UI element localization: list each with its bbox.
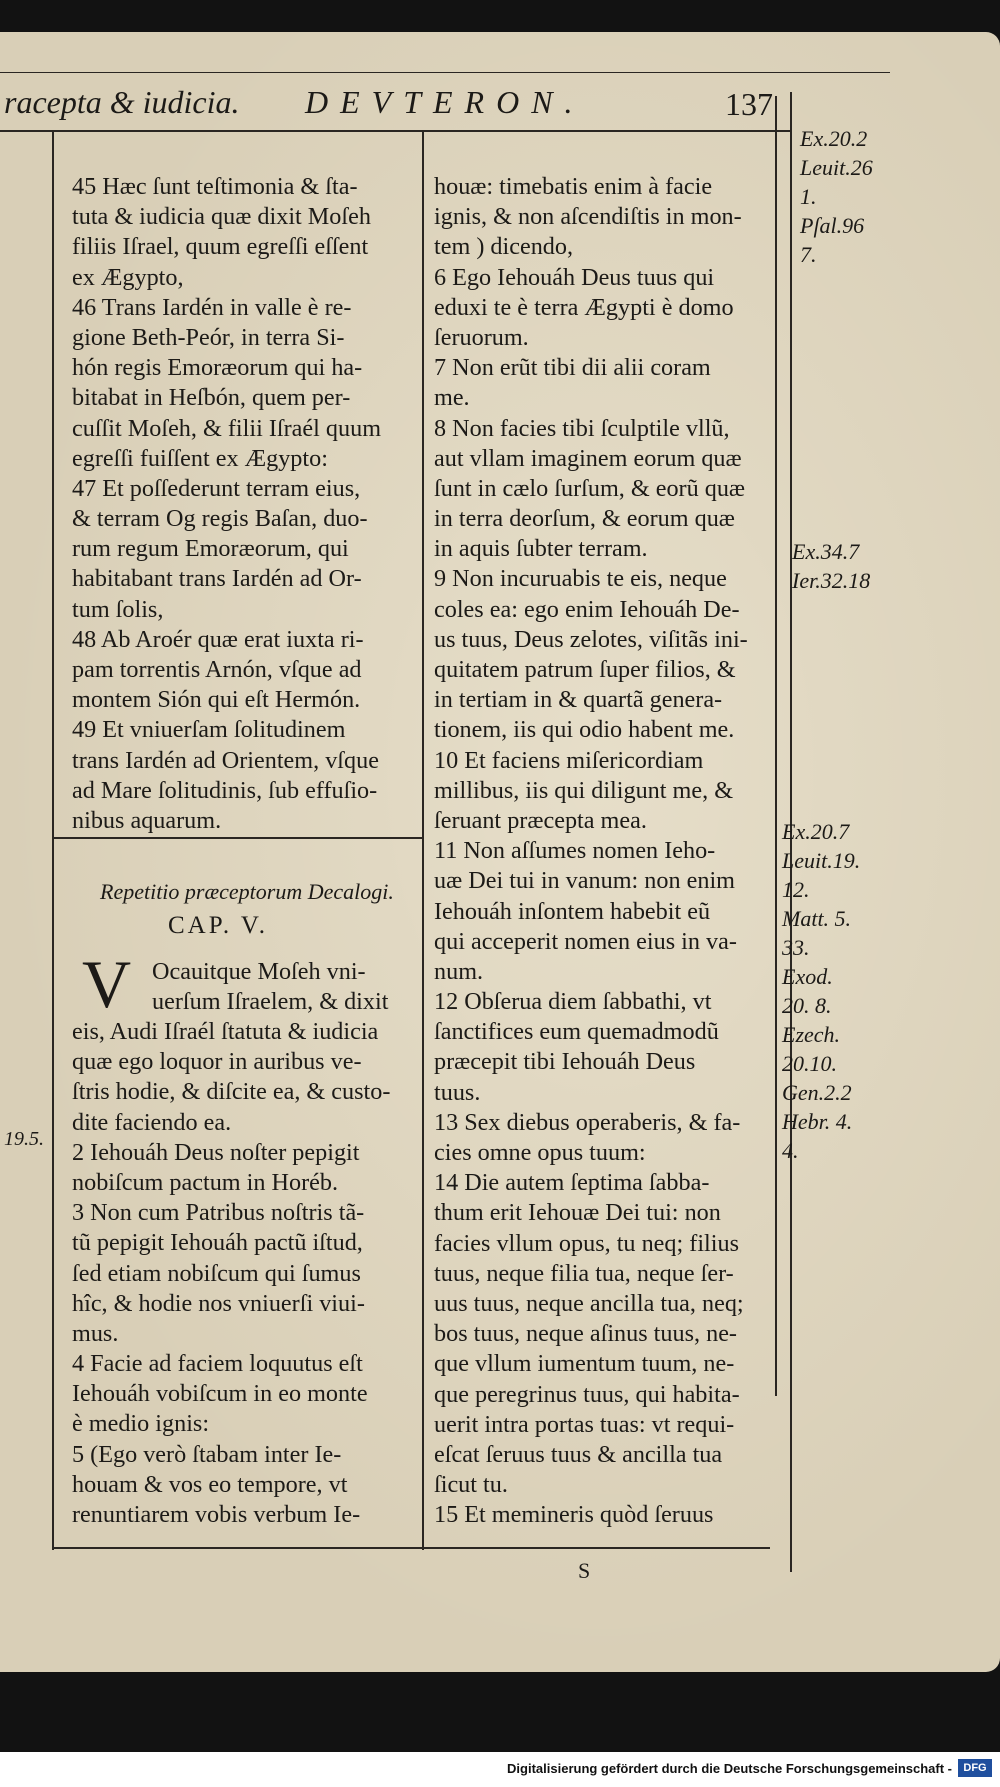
text-line: tuus, neque filia tua, neque ſer- [434, 1259, 734, 1287]
text-line: num. [434, 957, 484, 985]
text-line: in terra deorſum, & eorum quæ [434, 505, 735, 533]
text-line: houæ: timebatis enim à facie [434, 173, 713, 200]
text-line: que peregrinus tuus, qui habita- [434, 1380, 740, 1408]
text-line: tuta & iudicia quæ dixit Moſeh [72, 203, 371, 231]
text-line: trans Iardén ad Orientem, vſque [72, 746, 379, 774]
text-line: eis, Audi Iſraél ſtatuta & iudicia [72, 1018, 379, 1045]
footer-text: Digitalisierung gefördert durch die Deutsche Forschungsgemeinschaft - [507, 1761, 952, 1776]
chapter-rule [52, 837, 422, 839]
text-line: 2 Iehouáh Deus noſter pepigit [72, 1138, 360, 1166]
text-line: 7 Non erũt tibi dii alii coram [434, 354, 711, 382]
text-line: è medio ignis: [72, 1410, 210, 1438]
text-line: in aquis ſubter terram. [434, 535, 648, 563]
text-line: 3 Non cum Patribus noſtris tã- [72, 1199, 365, 1227]
text-line: Leuit.19. [782, 848, 861, 873]
text-line: habitabant trans Iardén ad Or- [72, 565, 362, 593]
drop-cap-lines [152, 957, 388, 1017]
text-line: nibus aquarum. [72, 806, 222, 834]
text-line: millibus, iis qui diligunt me, & [434, 776, 734, 804]
text-line: tum ſolis, [72, 595, 164, 623]
text-line: Leuit.26 [800, 155, 873, 180]
top-rule [0, 72, 890, 73]
signature-mark: S [578, 1558, 591, 1583]
left-margin-note: 19.5. [4, 1128, 44, 1150]
text-line: tem ) dicendo, [434, 233, 574, 261]
text-line: uæ Dei tui in vanum: non enim [434, 867, 735, 895]
text-line: cies omne opus tuum: [434, 1139, 646, 1166]
text-line: eduxi te è terra Ægypti è domo [434, 293, 734, 321]
text-line: renuntiarem vobis verbum Ie- [72, 1501, 361, 1528]
text-line: aut vllam imaginem eorum quæ [434, 444, 742, 472]
text-line: Matt. 5. [782, 906, 852, 931]
text-line: 15 Et memineris quòd ſeruus [434, 1501, 714, 1529]
text-line: 7. [800, 242, 817, 267]
text-line: ex Ægypto, [72, 263, 184, 291]
left-column-top [72, 172, 381, 836]
text-line: 4. [782, 1138, 799, 1163]
text-line: ignis, & non aſcendiſtis in mon- [434, 203, 742, 231]
text-line: Iehouáh inſontem habebit eũ [434, 897, 711, 925]
text-line: 1. [800, 184, 817, 209]
footer-bar [0, 1752, 1000, 1787]
text-line: 10 Et faciens miſericordiam [434, 746, 704, 774]
text-line: 9 Non incuruabis te eis, neque [434, 565, 727, 593]
text-line: Ex.34.7 [792, 539, 860, 564]
text-line: us tuus, Deus zelotes, viſitãs ini- [434, 625, 748, 653]
text-line: Ier.32.18 [792, 568, 871, 593]
text-line: dite faciendo ea. [72, 1108, 232, 1136]
text-line: 8 Non facies tibi ſculptile vllũ, [434, 414, 730, 442]
margin-notes-2 [792, 537, 870, 595]
text-line: hón regis Emoræorum qui ha- [72, 354, 363, 382]
text-line: Ezech. [782, 1022, 841, 1047]
text-line: 4 Facie ad faciem loquutus eſt [72, 1350, 363, 1378]
text-line: 20. 8. [782, 993, 832, 1018]
text-line: quitatem patrum ſuper filios, & [434, 656, 736, 683]
text-line: 11 Non aſſumes nomen Ieho- [434, 837, 716, 865]
text-line: houam & vos eo tempore, vt [72, 1470, 348, 1498]
text-line: filiis Iſrael, quum egreſſi eſſent [72, 233, 369, 261]
text-line: egreſſi fuiſſent ex Ægypto: [72, 444, 328, 472]
text-line: 6 Ego Iehouáh Deus tuus qui [434, 263, 715, 291]
text-line: ſed etiam nobiſcum qui ſumus [72, 1259, 361, 1287]
text-line: tuus. [434, 1078, 481, 1106]
text-line: ſeruant præcepta mea. [434, 806, 647, 834]
text-line: 20.10. [782, 1051, 837, 1076]
text-line: qui acceperit nomen eius in va- [434, 927, 737, 955]
text-line: ſeruorum. [434, 323, 529, 351]
right-column [434, 172, 748, 1530]
text-line: in tertiam in & quartã genera- [434, 686, 723, 714]
text-line: quæ ego loquor in auribus ve- [72, 1048, 362, 1076]
text-line: que vllum iumentum tuum, ne- [434, 1350, 735, 1378]
text-line: 46 Trans Iardén in valle è re- [72, 293, 352, 321]
text-line: 33. [782, 935, 810, 960]
text-line: mus. [72, 1319, 119, 1347]
text-line: tũ pepigit Iehouáh pactũ iſtud, [72, 1229, 363, 1257]
text-line: ſtris hodie, & diſcite ea, & custo- [72, 1078, 391, 1106]
text-line: pam torrentis Arnón, vſque ad [72, 656, 362, 683]
bottom-rule [52, 1547, 770, 1549]
text-line: facies vllum opus, tu neq; filius [434, 1229, 739, 1257]
chapter-heading: Repetitio præceptorum Decalogi. [100, 879, 394, 904]
text-line: 48 Ab Aroér quæ erat iuxta ri- [72, 625, 364, 653]
text-line: 14 Die autem ſeptima ſabba- [434, 1169, 710, 1197]
text-line: 5 (Ego verò ſtabam inter Ie- [72, 1440, 342, 1468]
left-column-bottom [72, 1017, 390, 1530]
margin-notes-3 [782, 817, 860, 1165]
right-column-rule [775, 96, 777, 1396]
text-line: Exod. [782, 964, 833, 989]
text-line: Gen.2.2 [782, 1080, 852, 1105]
running-title: racepta & iudicia. [4, 84, 240, 120]
text-line: bos tuus, neque aſinus tuus, ne- [434, 1320, 737, 1348]
text-line: coles ea: ego enim Iehouáh De- [434, 595, 740, 623]
margin-notes-1 [800, 124, 873, 269]
text-line: Iehouáh vobiſcum in eo monte [72, 1380, 368, 1408]
drop-cap: V [82, 946, 132, 1022]
text-line: me. [434, 384, 470, 412]
text-line: tionem, iis qui odio habent me. [434, 716, 735, 744]
text-line: montem Sión qui eſt Hermón. [72, 686, 361, 714]
page-number: 137 [725, 86, 773, 122]
text-line: nobiſcum pactum in Horéb. [72, 1168, 339, 1196]
text-line: gione Beth-Peór, in terra Si- [72, 323, 345, 351]
text-line: 49 Et vniuerſam ſolitudinem [72, 716, 346, 744]
left-column-rule [52, 130, 54, 1550]
text-line: ad Mare ſolitudinis, ſub effuſio- [72, 776, 378, 804]
text-line: rum regum Emoræorum, qui [72, 535, 349, 563]
center-column-rule [422, 130, 424, 1550]
text-line: ſicut tu. [434, 1471, 508, 1499]
text-line: uus tuus, neque ancilla tua, neq; [434, 1289, 744, 1317]
text-line: Ex.20.7 [782, 819, 850, 844]
text-line: bitabat in Heſbón, quem per- [72, 384, 351, 412]
book-title: DEVTERON. [305, 84, 585, 120]
text-line: uerſum Iſraelem, & dixit [152, 988, 389, 1016]
text-line: uerit intra portas tuas: vt requi- [434, 1410, 735, 1438]
text-line: ſunt in cælo ſurſum, & eorũ quæ [434, 474, 746, 502]
text-line: thum erit Iehouæ Dei tui: non [434, 1199, 721, 1227]
book-page [0, 32, 1000, 1672]
dfg-logo: DFG [958, 1759, 992, 1777]
chapter-label: CAP. V. [168, 912, 268, 939]
text-line: Ex.20.2 [800, 126, 868, 151]
text-line: ſanctifices eum quemadmodũ [434, 1018, 719, 1046]
text-line: 13 Sex diebus operaberis, & fa- [434, 1108, 741, 1136]
text-line: eſcat ſeruus tuus & ancilla tua [434, 1440, 723, 1468]
text-line: Hebr. 4. [782, 1109, 853, 1134]
text-line: cuſſit Moſeh, & filii Iſraél quum [72, 414, 382, 442]
text-line: Ocauitque Moſeh vni- [152, 958, 366, 985]
text-line: 45 Hæc ſunt teſtimonia & ſta- [72, 173, 358, 200]
text-line: præcepit tibi Iehouáh Deus [434, 1048, 696, 1076]
text-line: 12 Obſerua diem ſabbathi, vt [434, 988, 712, 1016]
text-line: 47 Et poſſederunt terram eius, [72, 474, 361, 502]
text-line: & terram Og regis Baſan, duo- [72, 505, 368, 533]
text-line: 12. [782, 877, 810, 902]
text-line: Pſal.96 [800, 213, 865, 238]
text-line: hîc, & hodie nos vniuerſi viui- [72, 1289, 365, 1317]
header-rule [0, 130, 790, 132]
